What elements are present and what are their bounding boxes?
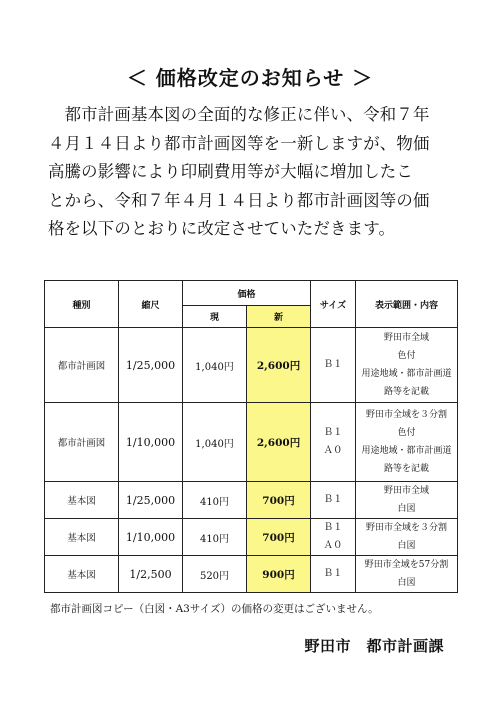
cell-current-price: 410円 bbox=[183, 482, 247, 519]
cell-display bbox=[356, 556, 458, 593]
cell-current-price: 1,040円 bbox=[183, 328, 247, 403]
size-value: Ａ０ bbox=[323, 540, 343, 551]
display-line: 白図 bbox=[397, 578, 416, 588]
table-row bbox=[45, 403, 458, 482]
price-table bbox=[44, 280, 458, 593]
table-row bbox=[45, 482, 458, 519]
cell-new-price: 700円 bbox=[247, 519, 311, 556]
display-line: 路等を記載 bbox=[384, 464, 430, 474]
cell-type: 都市計画図 bbox=[45, 328, 119, 403]
table-row bbox=[45, 556, 458, 593]
cell-new-price: 900円 bbox=[247, 556, 311, 593]
display-line: 野田市全域を３分割 bbox=[366, 410, 448, 420]
signature: 野田市 都市計画課 bbox=[304, 637, 444, 655]
display-line: 野田市全域 bbox=[384, 333, 430, 343]
display-line: 用途地域・都市計画道 bbox=[361, 446, 452, 456]
cell-type: 基本図 bbox=[45, 482, 119, 519]
display-line: 色付 bbox=[397, 428, 416, 438]
cell-new-price: 2,600円 bbox=[247, 403, 311, 482]
body-line: 都市計画基本図の全面的な修正に伴い、令和７年 bbox=[48, 105, 430, 124]
table-row bbox=[45, 519, 458, 556]
size-value: Ｂ１ bbox=[323, 359, 343, 370]
cell-scale: 1/10,000 bbox=[119, 519, 183, 556]
display-line: 白図 bbox=[397, 504, 416, 514]
cell-current-price: 410円 bbox=[183, 519, 247, 556]
header-price: 価格 bbox=[183, 281, 311, 306]
cell-type: 基本図 bbox=[45, 519, 119, 556]
display-line: 野田市全域を57分割 bbox=[364, 560, 449, 570]
size-value: Ｂ１ bbox=[323, 568, 343, 579]
page-title: ＜ 価格改定のお知らせ ＞ bbox=[126, 66, 374, 90]
size-value: Ｂ１ bbox=[323, 522, 343, 533]
cell-new-price: 700円 bbox=[247, 482, 311, 519]
size-value: Ａ０ bbox=[323, 445, 343, 456]
header-current: 現 bbox=[183, 306, 247, 328]
cell-display bbox=[356, 403, 458, 482]
header-new: 新 bbox=[247, 306, 311, 328]
cell-scale: 1/25,000 bbox=[119, 482, 183, 519]
cell-size bbox=[311, 482, 356, 519]
cell-display bbox=[356, 482, 458, 519]
cell-type: 都市計画図 bbox=[45, 403, 119, 482]
cell-scale: 1/2,500 bbox=[119, 556, 183, 593]
price-rows bbox=[45, 328, 458, 593]
header-size: サイズ bbox=[311, 281, 356, 328]
body-line: 格を以下のとおりに改定させていただきます。 bbox=[48, 219, 396, 239]
size-value: Ｂ１ bbox=[323, 494, 343, 505]
cell-size bbox=[311, 328, 356, 403]
display-line: 野田市全域 bbox=[384, 486, 430, 496]
body-line: 高騰の影響により印刷費用等が大幅に増加したこ bbox=[48, 162, 413, 182]
cell-new-price: 2,600円 bbox=[247, 328, 311, 403]
cell-size bbox=[311, 556, 356, 593]
cell-current-price: 520円 bbox=[183, 556, 247, 593]
notice-body bbox=[48, 101, 458, 244]
copy-price-note: 都市計画図コピー（白図・A3サイズ）の価格の変更はございません。 bbox=[50, 603, 379, 615]
cell-display bbox=[356, 519, 458, 556]
display-line: 野田市全域を３分割 bbox=[366, 523, 448, 533]
header-scale: 縮尺 bbox=[119, 281, 183, 328]
cell-size bbox=[311, 519, 356, 556]
cell-current-price: 1,040円 bbox=[183, 403, 247, 482]
header-type: 種別 bbox=[45, 281, 119, 328]
body-line: とから、令和７年４月１４日より都市計画図等の価 bbox=[48, 190, 430, 210]
display-line: 用途地域・都市計画道 bbox=[361, 369, 452, 379]
display-line: 色付 bbox=[397, 351, 416, 361]
cell-type: 基本図 bbox=[45, 556, 119, 593]
body-line: ４月１４日より都市計画図等を一新しますが、物価 bbox=[48, 133, 430, 153]
cell-size bbox=[311, 403, 356, 482]
cell-scale: 1/25,000 bbox=[119, 328, 183, 403]
table-row bbox=[45, 328, 458, 403]
display-line: 白図 bbox=[397, 541, 416, 551]
cell-display bbox=[356, 328, 458, 403]
header-display: 表示範囲・内容 bbox=[356, 281, 458, 328]
display-line: 路等を記載 bbox=[384, 387, 430, 397]
size-value: Ｂ１ bbox=[323, 427, 343, 438]
cell-scale: 1/10,000 bbox=[119, 403, 183, 482]
